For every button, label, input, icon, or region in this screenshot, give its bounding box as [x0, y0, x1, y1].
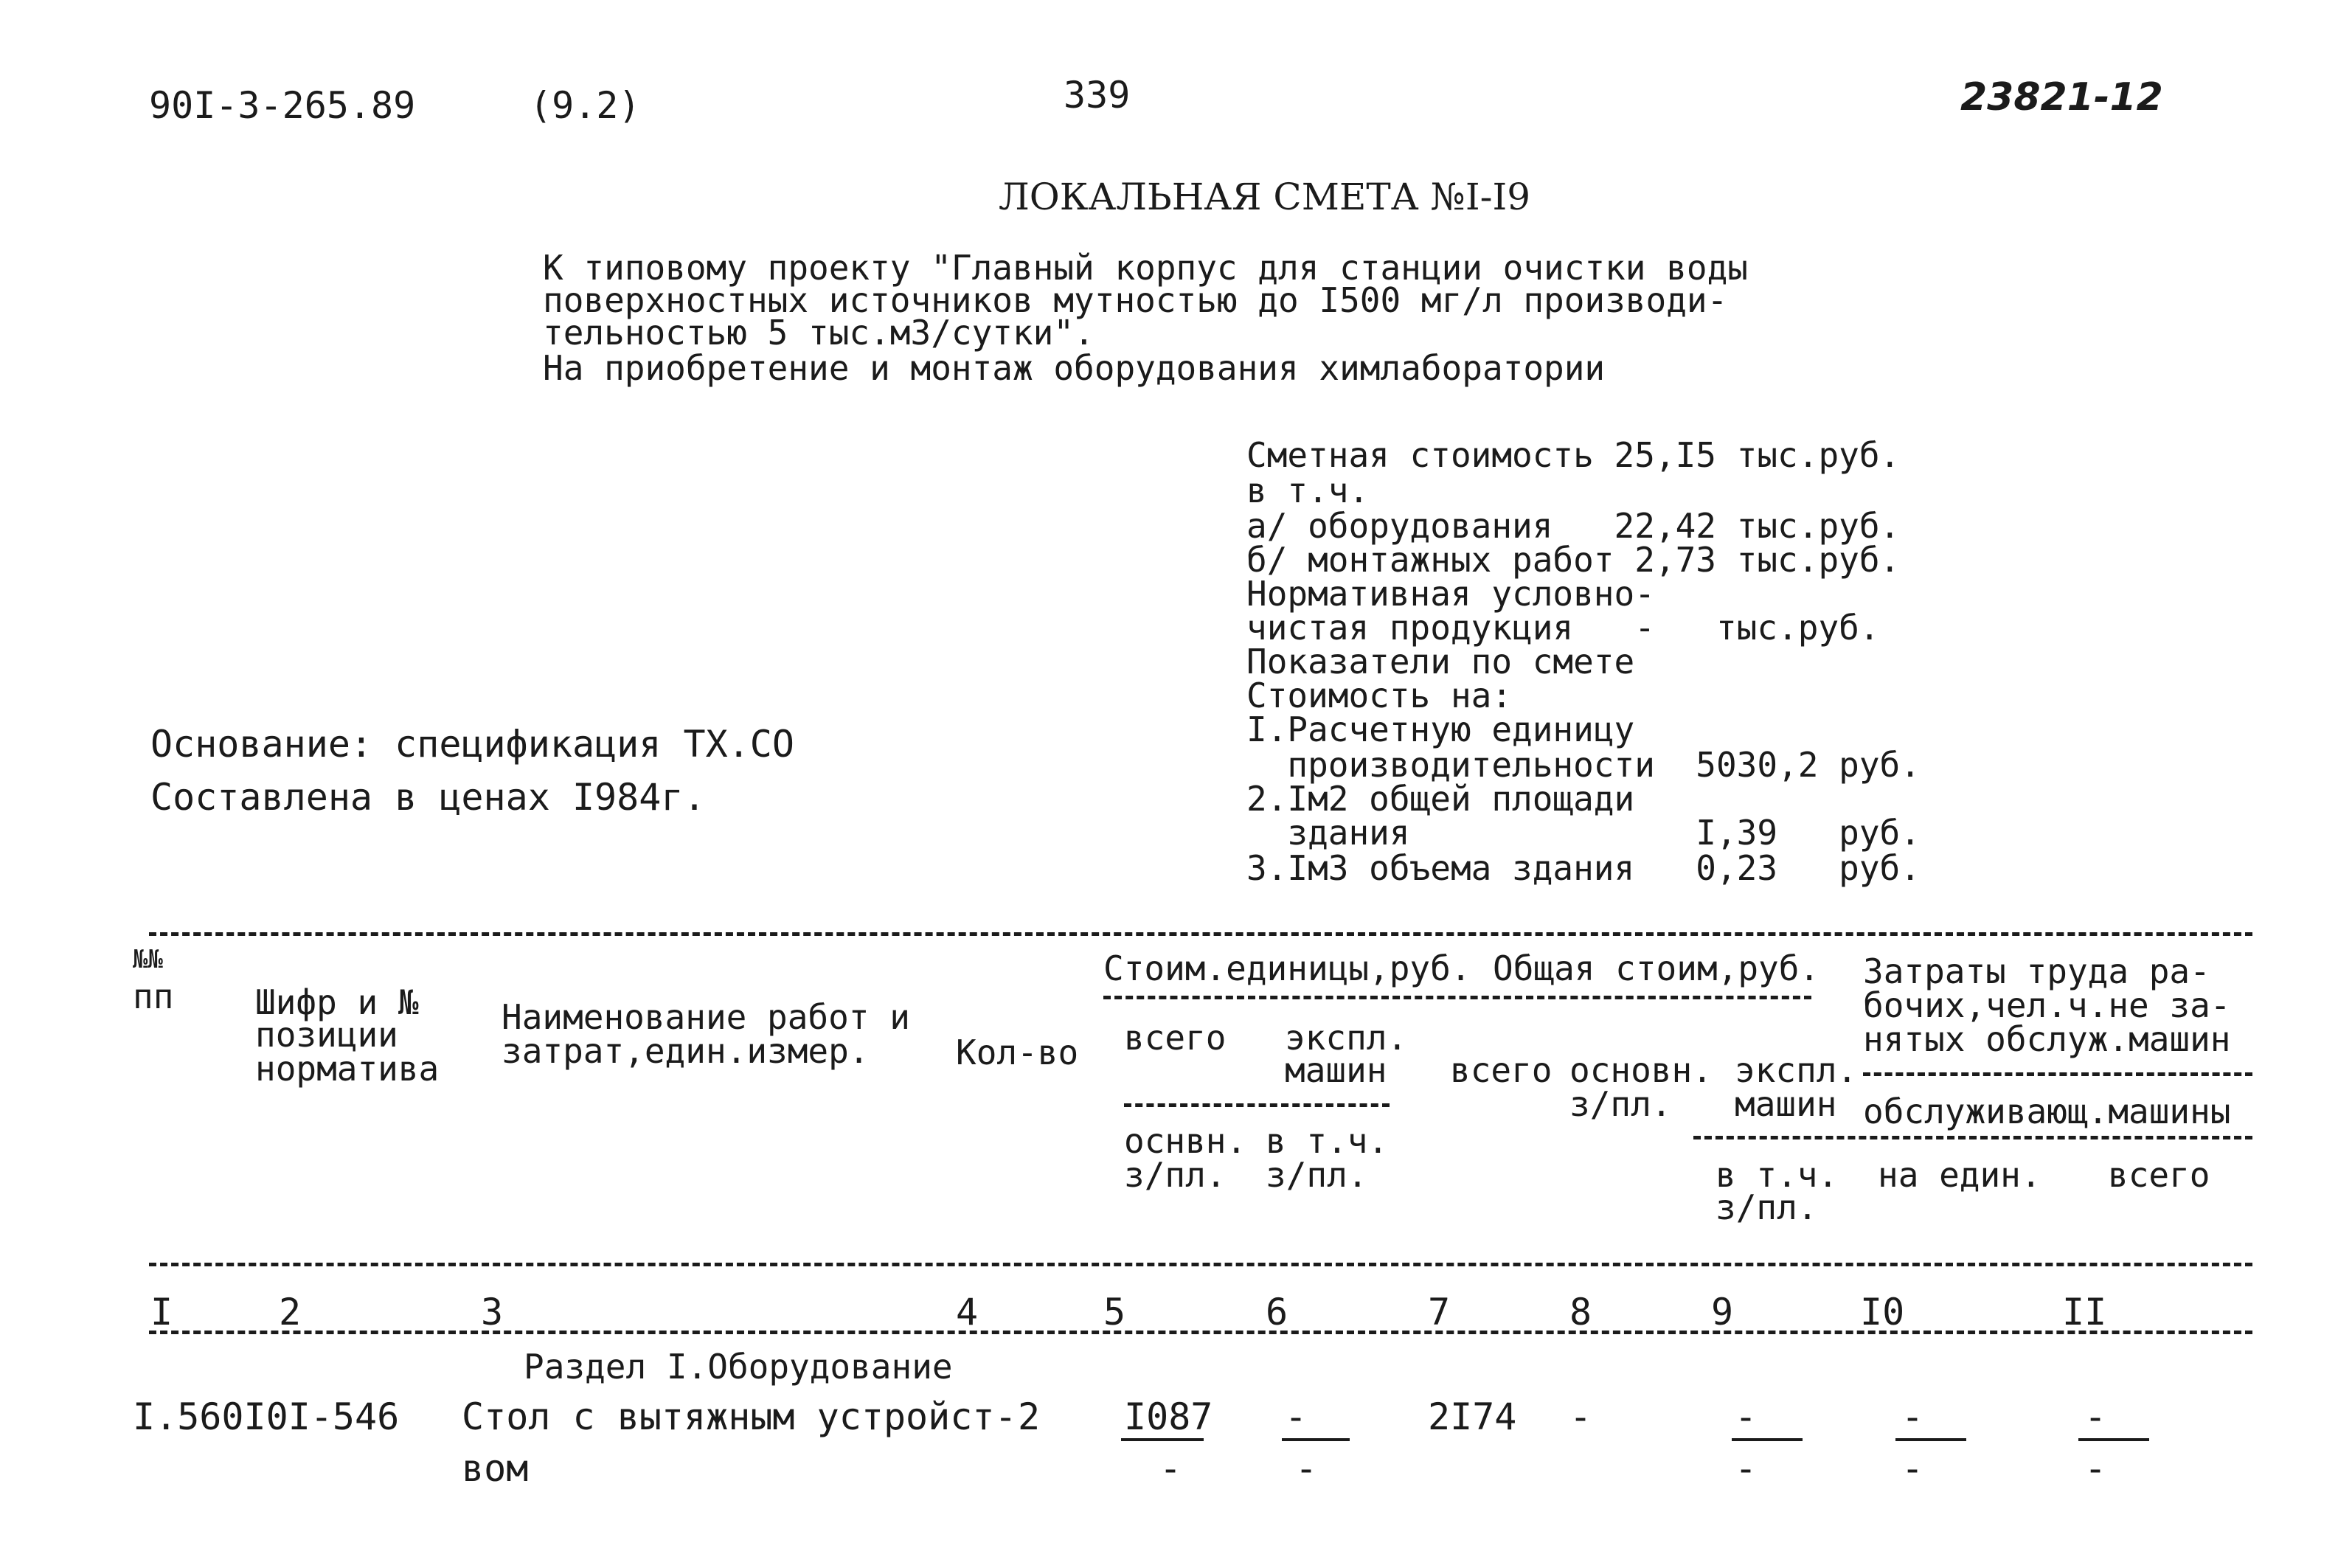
header-rule [1693, 1136, 2252, 1139]
row-unit-total: I087 [1124, 1395, 1213, 1438]
cost-line: I.Расчетную единицу [1246, 710, 1635, 749]
header-total-machines: машин [1735, 1084, 1837, 1124]
fraction-bar [1895, 1438, 1966, 1441]
cost-line: чистая продукция - тыс.руб. [1246, 608, 1880, 648]
row-name: вом [462, 1447, 529, 1490]
header-unit-base-wage: з/пл. [1124, 1155, 1227, 1195]
fraction-bar [1282, 1438, 1350, 1441]
column-number: II [2062, 1291, 2107, 1333]
column-number: 6 [1266, 1291, 1288, 1333]
cost-line: 3.Iм3 объема здания 0,23 руб. [1246, 848, 1921, 888]
page-number: 339 [1064, 74, 1131, 117]
row-labor-unit: - [1901, 1395, 1924, 1438]
section-title: Раздел I.Оборудование [524, 1347, 953, 1387]
cost-line: Нормативная условно- [1246, 574, 1655, 614]
header-unit-cost: Стоим.единицы,руб. [1103, 948, 1471, 988]
fraction-bar [2078, 1438, 2149, 1441]
column-number: 9 [1711, 1291, 1734, 1333]
header-name: Наименование работ и [502, 997, 910, 1037]
header-labor: бочих,чел.ч.не за- [1863, 985, 2231, 1025]
project-line: тельностью 5 тыс.м3/сутки". [543, 313, 1095, 353]
document-code: 90I-3-265.89 [149, 84, 416, 127]
row-unit-machines: - [1285, 1395, 1308, 1438]
header-total-incl-wage: з/пл. [1716, 1187, 1818, 1227]
row-total-all: 2I74 [1428, 1395, 1517, 1438]
header-unit-base-wage: оснвн. [1124, 1121, 1247, 1161]
project-line: На приобретение и монтаж оборудования химлаборатории [543, 348, 1606, 388]
header-unit-total: всего [1124, 1018, 1227, 1058]
column-numbers-rule [149, 1331, 2252, 1334]
fraction-bar [1121, 1438, 1204, 1441]
column-number: 2 [279, 1291, 302, 1333]
header-labor: Затраты труда ра- [1863, 951, 2210, 991]
project-line: поверхностных источников мутностью до I500 мг/л производи- [543, 280, 1728, 320]
column-number: 7 [1428, 1291, 1451, 1333]
row-name: Стол с вытяжным устройст- [462, 1395, 1017, 1438]
row-quantity: 2 [1018, 1395, 1041, 1438]
row-unit-base-wage: - [1159, 1447, 1182, 1490]
column-number: 5 [1103, 1291, 1126, 1333]
header-code: Шифр и № [255, 982, 419, 1022]
header-rule [1124, 1103, 1390, 1107]
fraction-bar [1732, 1438, 1803, 1441]
header-code: позиции [255, 1015, 398, 1055]
header-unit-machines: машин [1285, 1050, 1387, 1090]
header-number-sign: №№ [133, 945, 163, 974]
header-rule [1863, 1072, 2252, 1076]
header-total-base: основн. [1569, 1050, 1713, 1090]
row-total-incl-wage: - [1735, 1447, 1758, 1490]
header-labor-service: обслуживающ.машины [1863, 1092, 2231, 1131]
row-labor-total: - [2084, 1395, 2107, 1438]
header-labor-per-unit: на един. [1878, 1155, 2041, 1195]
cost-line: Показатели по смете [1246, 642, 1635, 681]
row-unit-incl-wage: - [1295, 1447, 1318, 1490]
cost-line: Стоимость на: [1246, 676, 1513, 715]
cost-line: а/ оборудования 22,42 тыс.руб. [1246, 506, 1901, 546]
price-level-line: Составлена в ценах I984г. [150, 776, 706, 819]
header-total-machines: экспл. [1735, 1050, 1858, 1090]
column-number: 8 [1569, 1291, 1592, 1333]
cost-line: Сметная стоимость 25,I5 тыс.руб. [1246, 435, 1901, 475]
header-rule [1103, 996, 1811, 999]
header-total-incl-wage: в т.ч. [1716, 1155, 1839, 1195]
header-labor-total: всего [2108, 1155, 2210, 1195]
basis-line: Основание: спецификация ТХ.СО [150, 723, 794, 766]
row-labor-unit-below: - [1901, 1447, 1924, 1490]
header-row-number: пп [133, 976, 174, 1016]
column-number: 4 [956, 1291, 979, 1333]
header-code: норматива [255, 1049, 440, 1089]
header-unit-incl-wage: з/пл. [1266, 1155, 1368, 1195]
header-name: затрат,един.измер. [502, 1031, 870, 1071]
section-reference: (9.2) [530, 84, 641, 127]
header-unit-incl-wage: в т.ч. [1266, 1121, 1389, 1161]
column-number: 3 [481, 1291, 504, 1333]
table-top-rule [149, 932, 2252, 936]
cost-line: 2.Iм2 общей площади [1246, 779, 1635, 819]
header-total-all: всего [1450, 1050, 1553, 1090]
cost-line: в т.ч. [1246, 471, 1370, 510]
row-total-base: - [1569, 1395, 1592, 1438]
cost-line: производительности 5030,2 руб. [1246, 745, 1921, 785]
header-labor: нятых обслуж.машин [1863, 1019, 2231, 1059]
header-total-cost: Общая стоим,руб. [1493, 948, 1820, 988]
cost-line: здания I,39 руб. [1246, 813, 1921, 853]
column-number: I [150, 1291, 173, 1333]
inventory-number: 23821-12 [1960, 75, 2163, 119]
header-total-base: з/пл. [1569, 1084, 1672, 1124]
row-labor-total-below: - [2084, 1447, 2107, 1490]
page-title: ЛОКАЛЬНАЯ СМЕТА №I-I9 [999, 176, 1531, 218]
table-header-rule [149, 1263, 2252, 1266]
header-quantity: Кол-во [956, 1033, 1079, 1072]
column-number: I0 [1860, 1291, 1905, 1333]
row-total-machines: - [1735, 1395, 1758, 1438]
row-code: I.560I0I-546 [133, 1395, 400, 1438]
cost-line: б/ монтажных работ 2,73 тыс.руб. [1246, 540, 1901, 580]
project-line: К типовому проекту "Главный корпус для станции очистки воды [543, 248, 1748, 288]
header-unit-machines: экспл. [1285, 1018, 1408, 1058]
